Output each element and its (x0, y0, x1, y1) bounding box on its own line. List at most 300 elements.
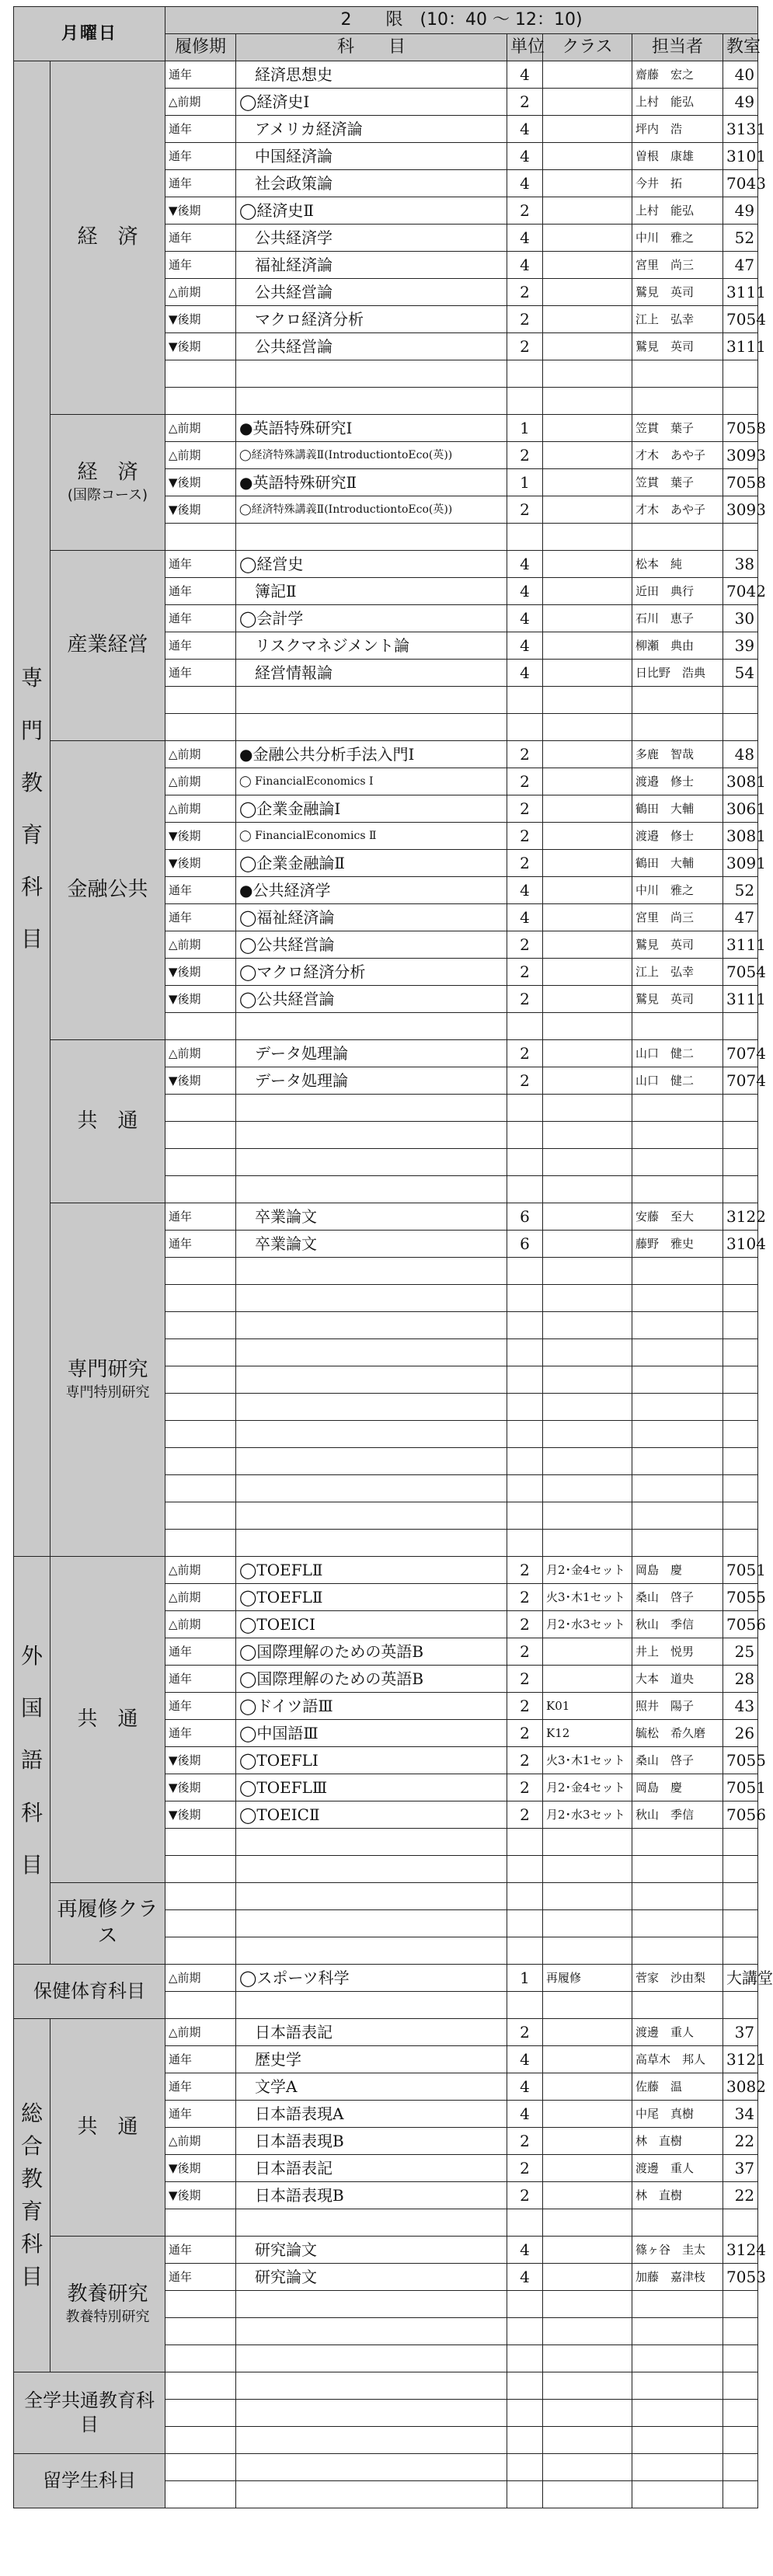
empty-cell (723, 1421, 758, 1448)
term-cell: ▼後期 (165, 986, 236, 1013)
empty-cell (507, 1910, 543, 1937)
col-credit-header: 単位 (507, 34, 543, 61)
teacher-cell: 鷲見 英司 (632, 931, 723, 959)
subject-cell: ●英語特殊研究Ⅱ (236, 469, 507, 496)
subject-cell: 日本語表現A (236, 2101, 507, 2128)
credit-cell: 2 (507, 1557, 543, 1584)
empty-cell (236, 1530, 507, 1557)
empty-cell (723, 714, 758, 741)
category-sogo (14, 2019, 50, 2372)
term-cell: 通年 (165, 2237, 236, 2264)
teacher-cell: 曽根 康雄 (632, 143, 723, 170)
class-cell (543, 578, 632, 605)
empty-cell (632, 1910, 723, 1937)
empty-cell (165, 1095, 236, 1122)
term-cell: ▼後期 (165, 306, 236, 333)
empty-cell (543, 2291, 632, 2318)
empty-cell (632, 1339, 723, 1366)
table-row (14, 1557, 758, 1584)
empty-cell (543, 1883, 632, 1910)
subject-cell: 卒業論文 (236, 1203, 507, 1231)
empty-cell (723, 1475, 758, 1502)
credit-cell: 2 (507, 1611, 543, 1638)
teacher-cell: 鶴田 大輔 (632, 850, 723, 877)
empty-cell (507, 1394, 543, 1421)
teacher-cell: 井上 悦男 (632, 1638, 723, 1666)
teacher-cell: 岡島 慶 (632, 1557, 723, 1584)
teacher-cell: 秋山 季信 (632, 1801, 723, 1829)
credit-cell: 4 (507, 2237, 543, 2264)
term-cell: ▼後期 (165, 2155, 236, 2182)
empty-cell (236, 1829, 507, 1856)
room-cell: 3121 (723, 2046, 758, 2073)
term-cell: △前期 (165, 768, 236, 795)
empty-cell (507, 1013, 543, 1040)
teacher-cell: 才木 あや子 (632, 442, 723, 469)
class-cell (543, 551, 632, 578)
class-cell (543, 795, 632, 823)
subject-cell: 公共経済学 (236, 225, 507, 252)
teacher-cell: 加藤 嘉津枝 (632, 2264, 723, 2291)
teacher-cell: 安藤 至大 (632, 1203, 723, 1231)
empty-cell (236, 1910, 507, 1937)
term-cell: ▼後期 (165, 850, 236, 877)
subject-cell: 日本語表現B (236, 2182, 507, 2209)
term-cell: 通年 (165, 1638, 236, 1666)
empty-cell (165, 1910, 236, 1937)
credit-cell: 2 (507, 1666, 543, 1693)
empty-cell (723, 1285, 758, 1312)
teacher-cell: 中川 雅之 (632, 877, 723, 904)
empty-cell (236, 2318, 507, 2345)
empty-cell (632, 1829, 723, 1856)
empty-cell (632, 1176, 723, 1203)
class-cell: K12 (543, 1720, 632, 1747)
empty-cell (543, 2345, 632, 2372)
room-cell: 3101 (723, 143, 758, 170)
category-hoken: 保健体育科目 (14, 1965, 165, 2019)
empty-cell (236, 1856, 507, 1883)
empty-cell (165, 1339, 236, 1366)
category-label: 専門教育科目 (21, 665, 44, 952)
subject-cell: 公共経営論 (236, 333, 507, 360)
term-cell: 通年 (165, 605, 236, 632)
room-cell: 3122 (723, 1203, 758, 1231)
room-cell: 26 (723, 1720, 758, 1747)
subcategory-label: 共 通 (77, 1109, 138, 1133)
credit-cell: 2 (507, 931, 543, 959)
empty-cell (723, 1339, 758, 1366)
table-row (14, 551, 758, 578)
empty-cell (507, 1530, 543, 1557)
subject-cell: ◯公共経営論 (236, 986, 507, 1013)
credit-cell: 2 (507, 1040, 543, 1067)
table-row (14, 1965, 758, 1992)
empty-cell (236, 1285, 507, 1312)
empty-cell (632, 1883, 723, 1910)
room-cell: 3131 (723, 116, 758, 143)
credit-cell: 4 (507, 143, 543, 170)
empty-cell (236, 1312, 507, 1339)
teacher-cell: 中川 雅之 (632, 225, 723, 252)
subject-cell: ◯スポーツ科学 (236, 1965, 507, 1992)
empty-cell (723, 1394, 758, 1421)
credit-cell: 4 (507, 660, 543, 687)
empty-cell (543, 360, 632, 388)
table-row (14, 1040, 758, 1067)
class-cell: 月2･水3セット (543, 1611, 632, 1638)
credit-cell: 2 (507, 1774, 543, 1801)
subject-cell: 経営情報論 (236, 660, 507, 687)
term-cell: 通年 (165, 578, 236, 605)
term-cell: 通年 (165, 551, 236, 578)
term-cell: 通年 (165, 1666, 236, 1693)
empty-cell (632, 1856, 723, 1883)
empty-cell (723, 1013, 758, 1040)
empty-cell (507, 1312, 543, 1339)
empty-cell (632, 1366, 723, 1394)
room-cell: 7074 (723, 1067, 758, 1095)
class-cell (543, 823, 632, 850)
empty-cell (236, 2345, 507, 2372)
term-cell: 通年 (165, 632, 236, 660)
room-cell: 7053 (723, 2264, 758, 2291)
empty-cell (632, 687, 723, 714)
empty-cell (723, 1937, 758, 1965)
subject-cell: 社会政策論 (236, 170, 507, 197)
empty-cell (723, 1095, 758, 1122)
room-cell: 30 (723, 605, 758, 632)
empty-cell (632, 1530, 723, 1557)
room-cell: 37 (723, 2019, 758, 2046)
empty-cell (723, 1366, 758, 1394)
teacher-cell: 笠貫 葉子 (632, 415, 723, 442)
empty-cell (632, 1149, 723, 1176)
table-row (14, 2019, 758, 2046)
teacher-cell: 渡邉 修士 (632, 823, 723, 850)
credit-cell: 2 (507, 768, 543, 795)
col-term-header: 履修期 (165, 34, 236, 61)
term-cell: ▼後期 (165, 1067, 236, 1095)
subject-cell: ◯マクロ経済分析 (236, 959, 507, 986)
subject-cell: 卒業論文 (236, 1231, 507, 1258)
term-cell: 通年 (165, 877, 236, 904)
credit-cell: 4 (507, 61, 543, 89)
subject-cell: ◯TOEICⅡ (236, 1801, 507, 1829)
teacher-cell: 鶴田 大輔 (632, 795, 723, 823)
subcategory-senkenkyu (50, 1203, 165, 1557)
teacher-cell: 宮里 尚三 (632, 252, 723, 279)
empty-cell (165, 2291, 236, 2318)
credit-cell: 4 (507, 116, 543, 143)
header-row-period (14, 7, 758, 34)
empty-cell (543, 524, 632, 551)
empty-cell (543, 2427, 632, 2454)
empty-cell (165, 1448, 236, 1475)
class-cell (543, 306, 632, 333)
empty-cell (236, 388, 507, 415)
table-row (14, 1203, 758, 1231)
empty-cell (543, 1475, 632, 1502)
subject-cell: ◯TOEFLⅠ (236, 1747, 507, 1774)
class-cell (543, 333, 632, 360)
class-cell (543, 469, 632, 496)
credit-cell: 4 (507, 877, 543, 904)
timetable (13, 6, 773, 2508)
room-cell: 3091 (723, 850, 758, 877)
subcategory-note: (国際コース) (67, 487, 148, 504)
empty-cell (165, 1856, 236, 1883)
class-cell (543, 61, 632, 89)
empty-cell (236, 2454, 507, 2481)
subcategory-label: 経 済 (77, 461, 138, 485)
empty-cell (723, 2318, 758, 2345)
table-row-blank (14, 2454, 758, 2481)
credit-cell: 2 (507, 1693, 543, 1720)
col-room-header: 教室 (723, 34, 758, 61)
credit-cell: 2 (507, 2019, 543, 2046)
subject-cell: 文学A (236, 2073, 507, 2101)
credit-cell: 2 (507, 1801, 543, 1829)
empty-cell (507, 1448, 543, 1475)
empty-cell (632, 1421, 723, 1448)
class-cell: 火3･木1セット (543, 1584, 632, 1611)
empty-cell (723, 2481, 758, 2508)
teacher-cell: 上村 能弘 (632, 89, 723, 116)
room-cell: 3081 (723, 768, 758, 795)
empty-cell (507, 2481, 543, 2508)
empty-cell (165, 2481, 236, 2508)
term-cell: △前期 (165, 741, 236, 768)
empty-cell (236, 714, 507, 741)
empty-cell (507, 1285, 543, 1312)
subject-cell: ◯ドイツ語Ⅲ (236, 1693, 507, 1720)
empty-cell (236, 1339, 507, 1366)
empty-cell (632, 2454, 723, 2481)
teacher-cell: 渡邊 重人 (632, 2019, 723, 2046)
term-cell: △前期 (165, 415, 236, 442)
empty-cell (543, 1285, 632, 1312)
empty-cell (165, 2427, 236, 2454)
empty-cell (236, 1937, 507, 1965)
empty-cell (543, 1122, 632, 1149)
term-cell: △前期 (165, 89, 236, 116)
empty-cell (236, 1176, 507, 1203)
term-cell: 通年 (165, 170, 236, 197)
category-zengaku: 全学共通教育科目 (14, 2372, 165, 2454)
empty-cell (543, 2454, 632, 2481)
subcategory-label: 専門研究 (67, 1358, 148, 1382)
subject-cell: ●英語特殊研究Ⅰ (236, 415, 507, 442)
teacher-cell: 才木 あや子 (632, 496, 723, 524)
subject-cell: ◯国際理解のための英語B (236, 1666, 507, 1693)
empty-cell (543, 1339, 632, 1366)
credit-cell: 4 (507, 252, 543, 279)
empty-cell (632, 388, 723, 415)
empty-cell (507, 1149, 543, 1176)
teacher-cell: 中尾 真樹 (632, 2101, 723, 2128)
term-cell: ▼後期 (165, 469, 236, 496)
empty-cell (165, 1502, 236, 1530)
empty-cell (543, 2400, 632, 2427)
class-cell (543, 116, 632, 143)
class-cell (543, 931, 632, 959)
term-cell: 通年 (165, 116, 236, 143)
teacher-cell: 江上 弘幸 (632, 306, 723, 333)
credit-cell: 4 (507, 2264, 543, 2291)
subcategory-label: 経 済 (77, 225, 138, 249)
subject-cell: ◯経済史Ⅱ (236, 197, 507, 225)
credit-cell: 4 (507, 225, 543, 252)
credit-cell: 1 (507, 1965, 543, 1992)
empty-cell (723, 360, 758, 388)
term-cell: ▼後期 (165, 823, 236, 850)
room-cell: 49 (723, 197, 758, 225)
credit-cell: 6 (507, 1231, 543, 1258)
empty-cell (165, 1937, 236, 1965)
room-cell: 7055 (723, 1584, 758, 1611)
class-cell (543, 768, 632, 795)
class-cell (543, 904, 632, 931)
subject-cell: アメリカ経済論 (236, 116, 507, 143)
term-cell: △前期 (165, 931, 236, 959)
room-cell: 3111 (723, 986, 758, 1013)
room-cell: 54 (723, 660, 758, 687)
term-cell: 通年 (165, 2073, 236, 2101)
empty-cell (723, 1530, 758, 1557)
credit-cell: 2 (507, 197, 543, 225)
room-cell: 22 (723, 2182, 758, 2209)
empty-cell (723, 1829, 758, 1856)
teacher-cell: 鷲見 英司 (632, 986, 723, 1013)
empty-cell (632, 2209, 723, 2237)
subcategory-kinyu (50, 741, 165, 1040)
room-cell: 3104 (723, 1231, 758, 1258)
empty-cell (723, 1502, 758, 1530)
empty-cell (723, 1149, 758, 1176)
empty-cell (543, 714, 632, 741)
empty-cell (165, 1013, 236, 1040)
credit-cell: 2 (507, 496, 543, 524)
subcategory-label: 金融公共 (67, 878, 148, 902)
credit-cell: 2 (507, 306, 543, 333)
term-cell: 通年 (165, 2264, 236, 2291)
empty-cell (543, 1856, 632, 1883)
subject-cell: ◯ FinancialEconomics Ⅰ (236, 768, 507, 795)
teacher-cell: 藤野 雅史 (632, 1231, 723, 1258)
col-subject-header: 科 目 (236, 34, 507, 61)
teacher-cell: 桑山 啓子 (632, 1584, 723, 1611)
term-cell: ▼後期 (165, 1774, 236, 1801)
empty-cell (507, 1937, 543, 1965)
teacher-cell: 林 直樹 (632, 2128, 723, 2155)
class-cell: K01 (543, 1693, 632, 1720)
room-cell: 47 (723, 904, 758, 931)
subject-cell: 日本語表記 (236, 2019, 507, 2046)
teacher-cell: 上村 能弘 (632, 197, 723, 225)
empty-cell (723, 2400, 758, 2427)
empty-cell (236, 1883, 507, 1910)
term-cell: 通年 (165, 61, 236, 89)
class-cell (543, 605, 632, 632)
empty-cell (507, 1829, 543, 1856)
empty-cell (165, 1366, 236, 1394)
empty-cell (165, 388, 236, 415)
empty-cell (632, 1312, 723, 1339)
subcategory-label: 共 通 (77, 1707, 138, 1731)
class-cell (543, 1203, 632, 1231)
subject-cell: ◯経営史 (236, 551, 507, 578)
empty-cell (632, 2400, 723, 2427)
table-row (14, 415, 758, 442)
room-cell: 49 (723, 89, 758, 116)
empty-cell (507, 1421, 543, 1448)
subject-cell: ●金融公共分析手法入門Ⅰ (236, 741, 507, 768)
subcategory-kyotsu3 (50, 2019, 165, 2237)
teacher-cell: 佐藤 温 (632, 2073, 723, 2101)
teacher-cell: 渡邉 修士 (632, 768, 723, 795)
empty-cell (165, 360, 236, 388)
term-cell: △前期 (165, 1557, 236, 1584)
empty-cell (543, 1013, 632, 1040)
room-cell: 7058 (723, 415, 758, 442)
room-cell: 43 (723, 1693, 758, 1720)
subject-cell: ◯経済史Ⅰ (236, 89, 507, 116)
empty-cell (236, 2481, 507, 2508)
class-cell (543, 143, 632, 170)
term-cell: △前期 (165, 1584, 236, 1611)
credit-cell: 4 (507, 2046, 543, 2073)
empty-cell (723, 1258, 758, 1285)
class-cell (543, 225, 632, 252)
subcategory-label: 産業経営 (67, 633, 148, 657)
empty-cell (236, 1475, 507, 1502)
class-cell (543, 442, 632, 469)
room-cell: 3124 (723, 2237, 758, 2264)
room-cell: 28 (723, 1666, 758, 1693)
class-cell: 火3･木1セット (543, 1747, 632, 1774)
table-row (14, 741, 758, 768)
empty-cell (236, 687, 507, 714)
class-cell: 月2･金4セット (543, 1557, 632, 1584)
term-cell: 通年 (165, 1203, 236, 1231)
empty-cell (165, 1394, 236, 1421)
subject-cell: 研究論文 (236, 2264, 507, 2291)
empty-cell (632, 714, 723, 741)
term-cell: ▼後期 (165, 959, 236, 986)
empty-cell (236, 1366, 507, 1394)
empty-cell (723, 687, 758, 714)
empty-cell (632, 1394, 723, 1421)
subject-cell: ◯中国語Ⅲ (236, 1720, 507, 1747)
empty-cell (632, 1122, 723, 1149)
term-cell: 通年 (165, 252, 236, 279)
teacher-cell: 菅家 沙由梨 (632, 1965, 723, 1992)
subject-cell: ◯企業金融論Ⅰ (236, 795, 507, 823)
subject-cell: データ処理論 (236, 1067, 507, 1095)
class-cell (543, 1067, 632, 1095)
empty-cell (165, 1475, 236, 1502)
subject-cell: ◯ FinancialEconomics Ⅱ (236, 823, 507, 850)
class-cell (543, 2073, 632, 2101)
room-cell: 7055 (723, 1747, 758, 1774)
empty-cell (236, 1149, 507, 1176)
subcategory-label: 共 通 (77, 2115, 138, 2139)
empty-cell (165, 2454, 236, 2481)
empty-cell (543, 1502, 632, 1530)
empty-cell (507, 1475, 543, 1502)
subject-cell: ◯国際理解のための英語B (236, 1638, 507, 1666)
